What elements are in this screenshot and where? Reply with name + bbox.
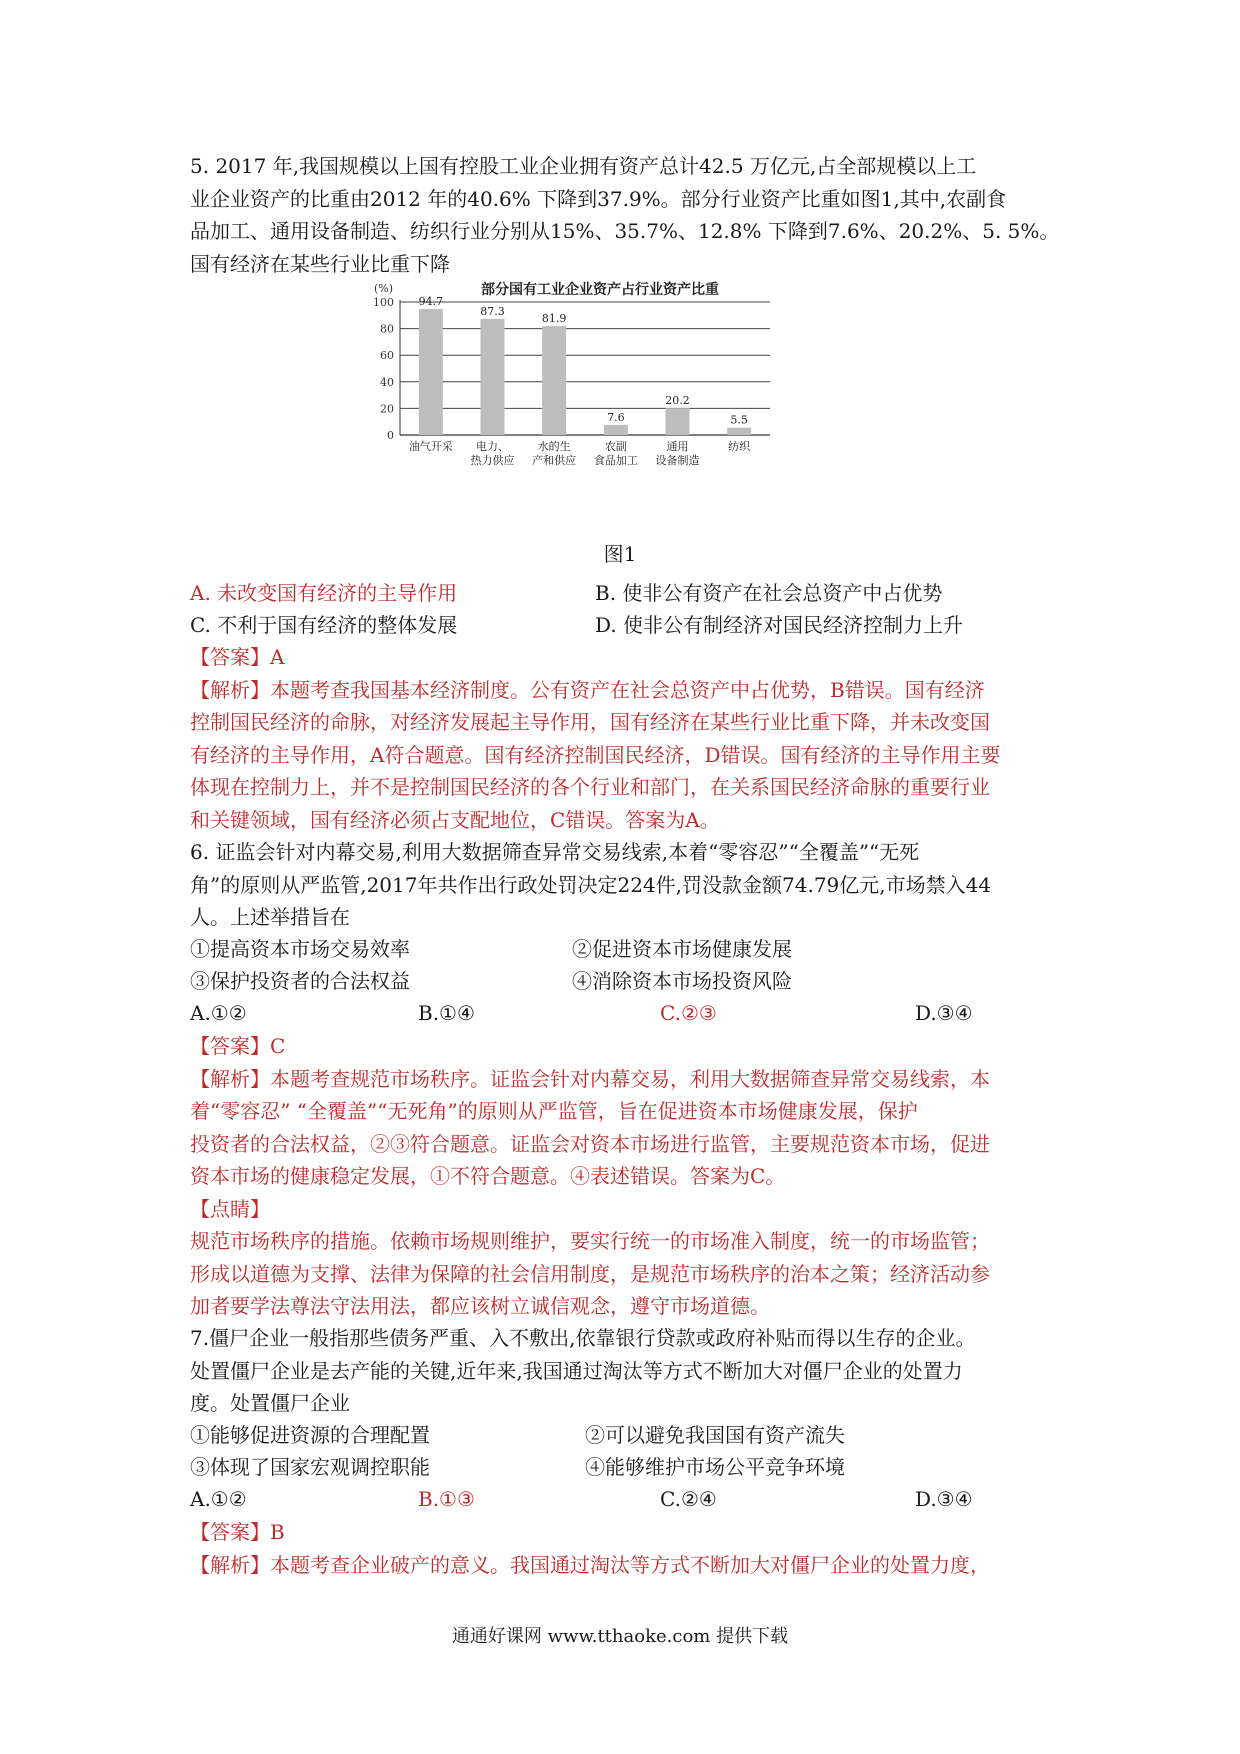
q6-choice-b: B.①④ [418,1001,475,1025]
y-tick-label: 40 [380,375,394,389]
q7-answer-block [190,1516,1060,1581]
chart-title: 部分国有工业企业资产占行业资产比重 [481,282,719,298]
q6-answer-block [190,1030,1060,1323]
q5-answer: 【答案】A [190,645,285,669]
q7-stem-line: 度。处置僵尸企业 [190,1391,350,1415]
q7-item-2: ②可以避免我国国有资产流失 [585,1423,845,1447]
q5-analysis-line: 控制国民经济的命脉，对经济发展起主导作用，国有经济在某些行业比重下降，并未改变国 [190,710,990,734]
q7-analysis-line: 【解析】本题考查企业破产的意义。我国通过淘汰等方式不断加大对僵尸企业的处置力度， [190,1552,990,1577]
bar [727,428,751,435]
q5-stem-line: 品加工、通用设备制造、纺织行业分别从15%、35.7%、12.8% 下降到7.6%、20.2%、5. 5%。 [190,219,1060,243]
q5-stem-line: 5. 2017 年,我国规模以上国有控股工业企业拥有资产总计42.5 万亿元,占全部规模以上工 [190,154,977,178]
bar [419,309,443,435]
q7-stem-line: 7.僵尸企业一般指那些债务严重、入不敷出,依靠银行贷款或政府补贴而得以生存的企业。 [190,1326,976,1350]
x-category-label: 通用 [666,440,689,453]
x-category-label: 电力、 [476,440,509,453]
bar-value-label: 20.2 [665,394,690,408]
q5-stem-line: 业企业资产的比重由2012 年的40.6% 下降到37.9%。部分行业资产比重如图1,其中,农副食 [190,186,1007,211]
q6-stem [190,836,1060,934]
q7-item-4: ④能够维护市场公平竞争环境 [585,1455,845,1479]
q6-tip-title: 【点睛】 [190,1196,270,1221]
bar [542,326,566,435]
q6-stem-line: 角”的原则从严监管,2017年共作出行政处罚决定224件,罚没款金额74.79亿元,市场禁入44 [190,872,992,897]
figure-caption: 图1 [603,542,637,566]
q7-item-1: ①能够促进资源的合理配置 [190,1423,430,1447]
q6-stem-line: 6. 证监会针对内幕交易,利用大数据筛查异常交易线索,本着“零容忍”“全覆盖”“无死 [190,840,920,864]
q5-analysis-line: 体现在控制力上，并不是控制国民经济的各个行业和部门，在关系国民经济命脉的重要行业 [190,775,990,799]
x-category-label: 油气开采 [408,440,453,453]
bar-value-label: 94.7 [418,295,444,309]
q5-option-a: A. 未改变国有经济的主导作用 [190,581,458,605]
q5-stem-line: 国有经济在某些行业比重下降 [190,251,450,276]
y-tick-label: 20 [380,402,394,416]
x-category-label: 水的生 [537,440,571,453]
q5-stem [190,150,1060,280]
q6-item-3: ③保护投资者的合法权益 [190,969,410,993]
q7-stem [190,1322,1060,1420]
q5-analysis-line: 和关键领域，国有经济必须占支配地位，C错误。答案为A。 [190,807,720,832]
q7-choice-d: D.③④ [915,1487,973,1511]
q5-analysis-line: 有经济的主导作用，A符合题意。国有经济控制国民经济，D错误。国有经济的主导作用主要 [190,742,1001,767]
q6-item-2: ②促进资本市场健康发展 [572,937,792,961]
q6-analysis-line: 投资者的合法权益，②③符合题意。证监会对资本市场进行监管，主要规范资本市场，促进 [190,1131,990,1156]
q6-item-1: ①提高资本市场交易效率 [190,937,410,961]
q6-tip-line: 规范市场秩序的措施。依赖市场规则维护，要实行统一的市场准入制度，统一的市场监管； [190,1229,990,1253]
q6-stem-line: 人。上述举措旨在 [190,905,350,929]
x-category-label: 设备制造 [655,454,700,467]
bar [481,319,505,435]
y-axis-unit-label: (%) [374,282,394,295]
q6-tip-line: 形成以道德为支撑、法律为保障的社会信用制度，是规范市场秩序的治本之策；经济活动参 [190,1261,990,1286]
x-category-label: 食品加工 [593,454,638,467]
q6-choice-a: A.①② [190,1001,247,1025]
q7-choice-c: C.②④ [660,1487,717,1511]
y-tick-label: 80 [380,322,394,336]
q6-analysis-line: 着“零容忍” “全覆盖”“无死角”的原则从严监管，旨在促进资本市场健康发展，保护 [190,1099,918,1123]
q6-choice-c: C.②③ [660,1001,717,1025]
q7-stem-line: 处置僵尸企业是去产能的关键,近年来,我国通过淘汰等方式不断加大对僵尸企业的处置力 [190,1358,963,1383]
q6-analysis-line: 【解析】本题考查规范市场秩序。证监会针对内幕交易，利用大数据筛查异常交易线索，本 [190,1066,990,1091]
q7-item-3: ③体现了国家宏观调控职能 [190,1455,430,1479]
q6-answer: 【答案】C [190,1034,286,1058]
figure-1-chart [360,280,840,525]
q5-option-d: D. 使非公有制经济对国民经济控制力上升 [595,613,964,637]
bar-value-label: 5.5 [730,413,748,427]
y-tick-label: 0 [387,429,394,442]
x-category-label: 纺织 [728,440,751,453]
q6-choice-d: D.③④ [915,1001,973,1025]
x-category-label: 产和供应 [532,454,577,467]
q5-option-c: C. 不利于国有经济的整体发展 [190,613,458,637]
y-tick-label: 100 [373,296,394,309]
bar-value-label: 7.6 [607,410,625,424]
q7-answer: 【答案】B [190,1520,285,1544]
q5-answer-block [190,641,1060,836]
q6-analysis-line: 资本市场的健康稳定发展，①不符合题意。④表述错误。答案为C。 [190,1164,786,1188]
bar-value-label: 87.3 [480,304,505,318]
bar-chart-svg [360,280,840,525]
q7-choice-a: A.①② [190,1487,247,1511]
x-category-label: 热力供应 [470,454,515,467]
x-category-label: 农副 [604,440,627,453]
q6-tip-line: 加者要学法尊法守法用法，都应该树立诚信观念，遵守市场道德。 [190,1294,770,1318]
q7-choice-b: B.①③ [418,1487,475,1511]
q5-analysis-line: 【解析】本题考查我国基本经济制度。公有资产在社会总资产中占优势，B错误。国有经济 [190,677,985,702]
bar [666,408,690,435]
y-tick-label: 60 [380,349,394,363]
bar [604,425,628,435]
footer-source: 通通好课网 www.tthaoke.com 提供下载 [451,1626,789,1647]
q6-item-4: ④消除资本市场投资风险 [572,969,792,993]
bar-value-label: 81.9 [541,312,567,326]
q5-option-b: B. 使非公有资产在社会总资产中占优势 [595,581,943,605]
